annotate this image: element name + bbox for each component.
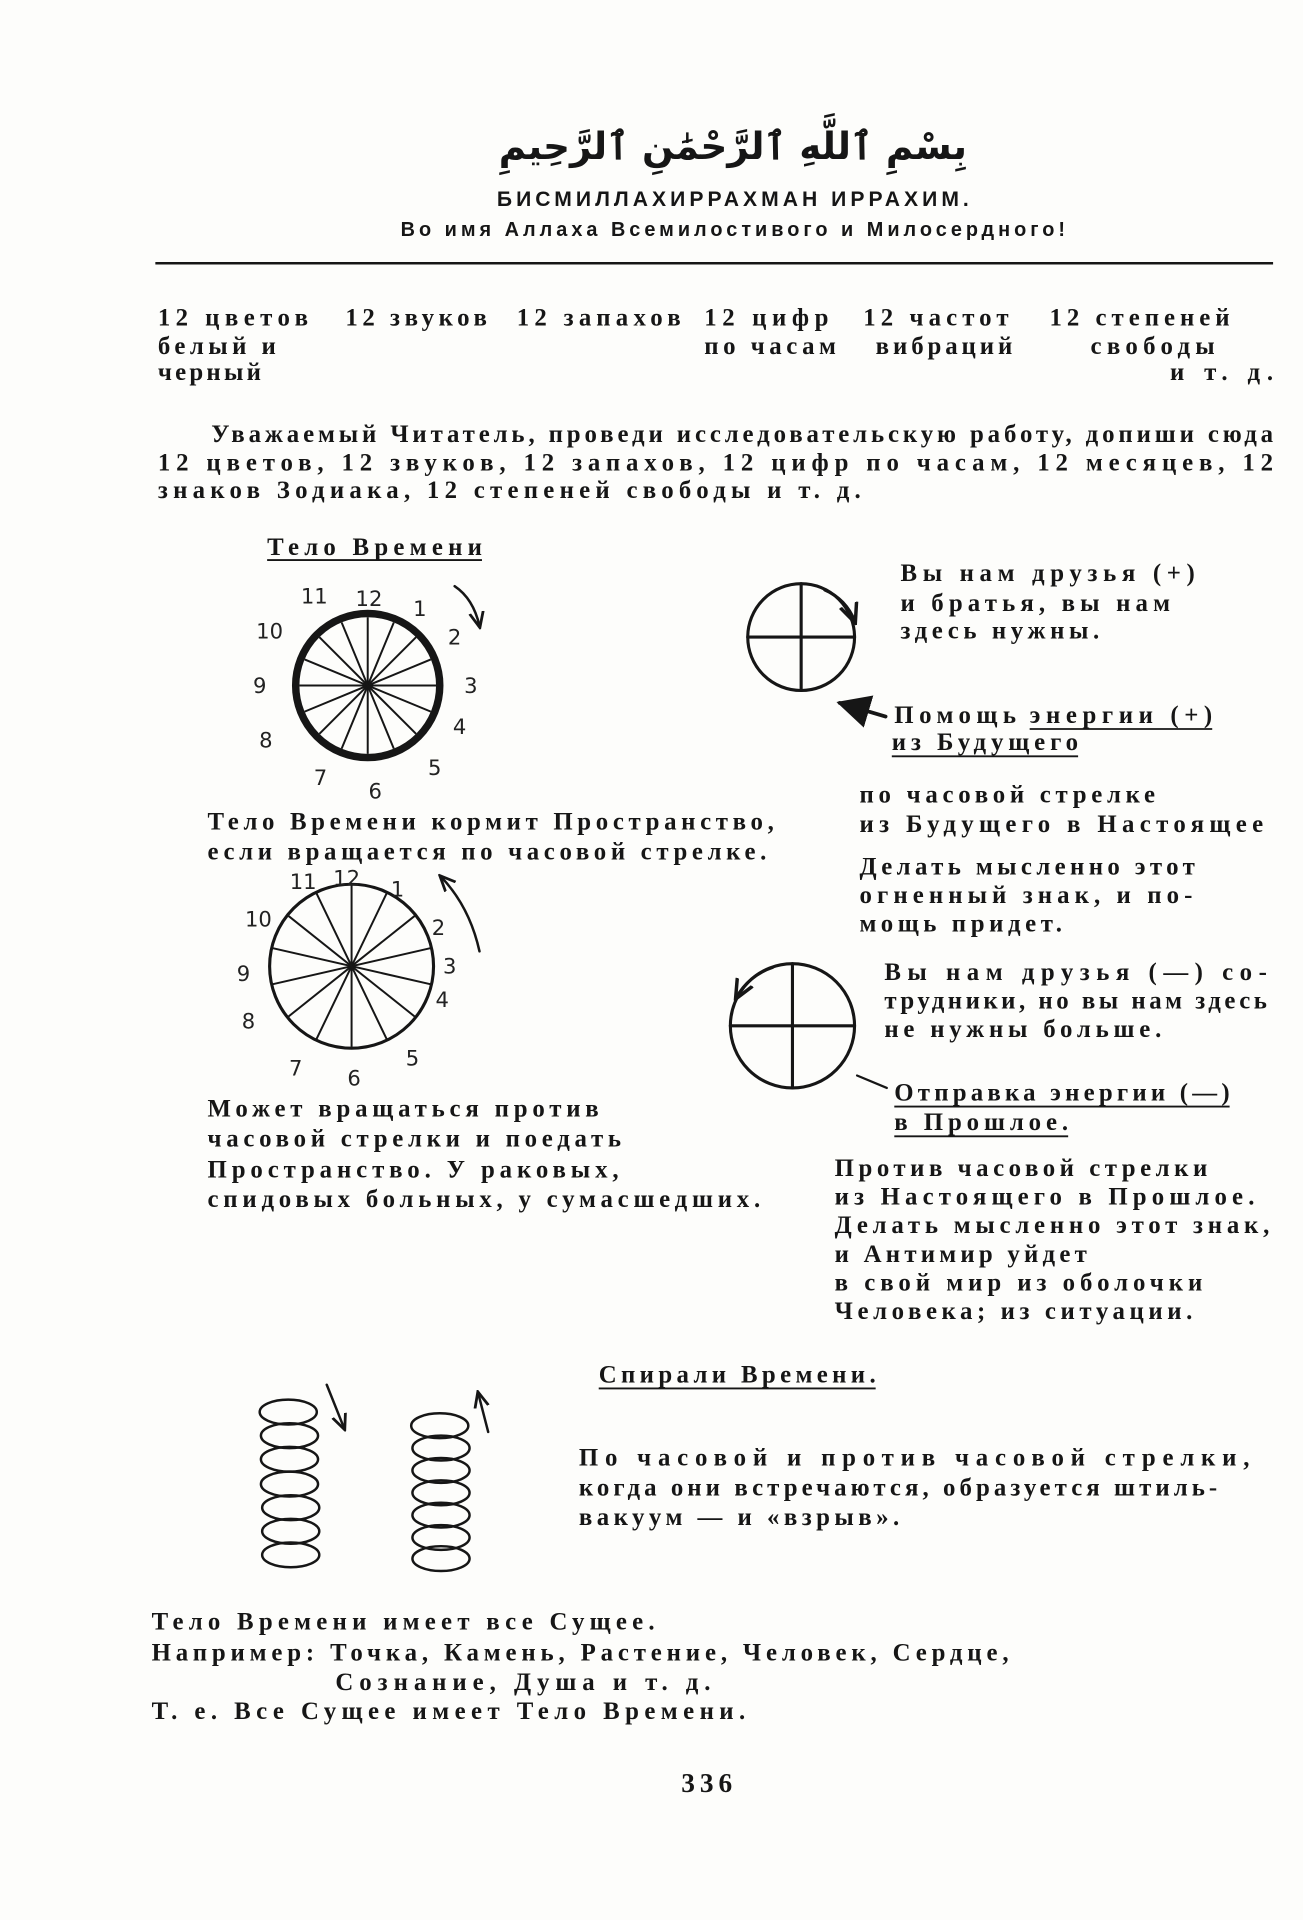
paragraph-line: Уважаемый Читатель, проведи исследовательскую работу, допиши сюда [211, 421, 1274, 449]
conclusion-line: Тело Времени имеет все Сущее. [151, 1608, 655, 1636]
clock-number: 8 [259, 727, 273, 753]
clock-number: 7 [288, 1055, 303, 1081]
clock-number: 6 [368, 778, 382, 804]
clock-number: 3 [464, 672, 478, 698]
energy-label: Отправка энергии (—) [894, 1079, 1230, 1107]
header-subtitle: Во имя Аллаха Всемилостивого и Милосердного! [400, 218, 1066, 241]
list-item: 12 частот [863, 304, 1009, 332]
spirals-text-line: вакуум — и «взрыв». [578, 1504, 900, 1532]
clock-number: 6 [347, 1065, 361, 1091]
description-line: и Антимир уйдет [834, 1240, 1087, 1268]
direction-line: из Будущего в Настоящее [859, 811, 1264, 839]
friends-line: Вы нам друзья (+) [900, 560, 1195, 588]
clock-number: 2 [447, 624, 462, 650]
energy-label-line2: в Прошлое. [894, 1109, 1069, 1137]
clock-number: 12 [355, 586, 383, 612]
direction-line: по часовой стрелке [859, 781, 1156, 809]
clock-number: 12 [333, 865, 361, 891]
list-item: 12 цифр [704, 304, 829, 332]
list-item: и т. д. [1169, 359, 1274, 387]
clock-number: 3 [442, 953, 457, 979]
spirals-heading: Спирали Времени. [598, 1361, 876, 1389]
clock-number: 9 [252, 672, 267, 698]
conclusion-line: Например: Точка, Камень, Растение, Человек, Сердце, [151, 1639, 1009, 1667]
clock-number: 5 [405, 1045, 420, 1071]
bismillah-calligraphy: بِسْمِ ٱللَّهِ ٱلرَّحْمَٰنِ ٱلرَّحِيمِ [498, 123, 967, 168]
instruction-line: огненный знак, и по- [859, 881, 1193, 909]
conclusion-line: Т. е. Все Сущее имеет Тело Времени. [151, 1697, 746, 1725]
friends-line: не нужны больше. [884, 1015, 1162, 1043]
clock-number: 1 [390, 876, 405, 902]
list-item: 12 звуков [345, 304, 487, 332]
description-line: Человека; из ситуации. [834, 1297, 1193, 1325]
clock-number: 11 [289, 869, 317, 895]
list-item: 12 цветов [157, 304, 309, 332]
header-title: БИСМИЛЛАХИРРАХМАН ИРРАХИМ. [496, 188, 969, 212]
paragraph-line: 12 цветов, 12 звуков, 12 запахов, 12 цифр по часам, 12 месяцев, 12 [157, 449, 1274, 477]
clock-number: 1 [413, 595, 427, 621]
paragraph-line: знаков Зодиака, 12 степеней свободы и т. д. [157, 477, 861, 505]
clock-number: 5 [428, 754, 442, 780]
clock-number: 4 [435, 987, 449, 1013]
description-line: из Настоящего в Прошлое. [834, 1183, 1255, 1211]
friends-line: Вы нам друзья (—) со- [884, 958, 1267, 986]
list-item: вибраций [875, 332, 1013, 360]
clock-spokes [299, 617, 436, 754]
caption-line: Может вращаться против [207, 1095, 599, 1123]
clock-number: 10 [256, 618, 284, 644]
instruction-line: Делать мысленно этот [859, 853, 1195, 881]
description-line: Против часовой стрелки [834, 1155, 1208, 1183]
friends-line: и братья, вы нам [900, 590, 1170, 618]
caption-line: спидовых больных, у сумасшедших. [207, 1186, 761, 1214]
caption-line: Тело Времени кормит Пространство, [207, 808, 774, 836]
list-item: свободы [1090, 332, 1215, 360]
spirals-text-line: когда они встречаются, образуется штиль- [578, 1474, 1218, 1502]
clock-number: 2 [431, 915, 446, 941]
clock-number: 7 [313, 764, 328, 790]
energy-label-line2: из Будущего [891, 729, 1079, 757]
list-item: по часам [704, 332, 836, 360]
caption-line: если вращается по часовой стрелке. [207, 838, 767, 866]
clock-number: 10 [244, 906, 272, 932]
list-item: черный [157, 359, 261, 387]
caption-line: Пространство. У раковых, [207, 1156, 619, 1184]
clock-number: 11 [300, 583, 328, 609]
spirals-text-line: По часовой и против часовой стрелки, [578, 1444, 1250, 1472]
page-number: 336 [681, 1768, 733, 1799]
conclusion-line: Сознание, Душа и т. д. [335, 1669, 711, 1697]
list-item: белый и [157, 332, 276, 360]
caption-line: часовой стрелки и поедать [207, 1125, 622, 1153]
list-item: 12 запахов [516, 304, 681, 332]
body-of-time-heading: Тело Времени [267, 534, 482, 562]
clock-number: 8 [241, 1008, 256, 1034]
energy-label-underlined: энергии (+) [1029, 701, 1213, 729]
description-line: Делать мысленно этот знак, [834, 1212, 1270, 1240]
description-line: в свой мир из оболочки [834, 1269, 1203, 1297]
list-item: 12 степеней [1049, 304, 1230, 332]
clock-number: 4 [452, 713, 467, 739]
clock-number: 9 [236, 961, 251, 987]
friends-line: трудники, но вы нам здесь [884, 987, 1267, 1015]
friends-line: здесь нужны. [900, 617, 1100, 645]
instruction-line: мощь придет. [859, 910, 1062, 938]
energy-label-word: Помощь [894, 701, 1017, 729]
